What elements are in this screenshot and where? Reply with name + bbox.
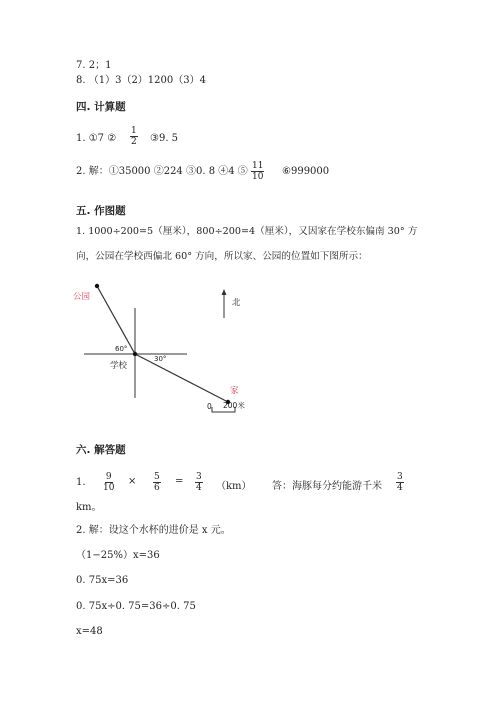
- fraction-numerator: 11: [252, 161, 264, 171]
- section-6-title: 六. 解答题: [76, 444, 126, 456]
- fraction-denominator: 10: [252, 172, 264, 182]
- answer-text: 答：海豚每分约能游千米: [272, 481, 382, 492]
- times-sign: ×: [128, 476, 137, 487]
- north-label: 北: [232, 298, 241, 308]
- unit-km: （km）: [216, 481, 252, 492]
- equation-step-3: 0. 75x÷0. 75=36÷0. 75: [76, 601, 196, 612]
- fraction-numerator: 1: [131, 126, 137, 136]
- equation-step-2: 0. 75x=36: [76, 575, 129, 586]
- answer-line-8: 8. （1）3（2）1200（3）4: [76, 75, 206, 86]
- park-point: [95, 284, 99, 288]
- fraction-9-10: [102, 472, 115, 493]
- section-5-title: 五. 作图题: [76, 205, 126, 217]
- drawing-paragraph-1: 1. 1000÷200=5（厘米），800÷200=4（厘米），又因家在学校东偏南 30° 方: [76, 226, 418, 237]
- answer-line-7: 7. 2；1: [76, 60, 112, 71]
- equation-step-1: （1−25%）x=36: [76, 550, 160, 561]
- drawing-paragraph-2: 向，公园在学校西偏北 60° 方向，所以家、公园的位置如下图所示：: [76, 251, 368, 262]
- fraction-denominator: 6: [154, 483, 160, 493]
- equation-step-4: x=48: [76, 626, 103, 637]
- km-line: km。: [76, 502, 102, 513]
- fraction-numerator: 9: [105, 472, 112, 482]
- fraction-denominator: 4: [397, 483, 403, 493]
- fraction-denominator: 4: [196, 483, 202, 493]
- school-to-home-line: [135, 354, 228, 402]
- park-label: 公园: [73, 292, 91, 302]
- calc-q2-suffix: ⑥999000: [282, 166, 330, 177]
- angle-60-label: 60°: [115, 345, 128, 353]
- fraction-3-4: [195, 472, 203, 493]
- fraction-5-6: [153, 472, 161, 493]
- scale-distance-label: 200米: [223, 401, 245, 410]
- fraction-denominator: 2: [131, 137, 137, 147]
- fraction-numerator: 3: [397, 472, 403, 482]
- equals-sign: =: [175, 476, 184, 487]
- fraction-numerator: 5: [154, 472, 160, 482]
- school-label: 学校: [110, 361, 128, 371]
- calc-q1-prefix: 1. ①7 ②: [76, 133, 117, 144]
- angle-30-label: 30°: [154, 355, 167, 363]
- home-label: 家: [230, 386, 239, 396]
- fraction-3-4-answer: [396, 472, 404, 493]
- fraction-denominator: 10: [103, 483, 115, 493]
- school-to-park-line: [97, 286, 135, 354]
- north-arrow-head: [222, 289, 227, 295]
- scale-zero-label: 0: [207, 402, 212, 411]
- problem-2-intro: 2. 解：设这个水杯的进价是 x 元。: [76, 525, 231, 536]
- section-4-title: 四. 计算题: [76, 101, 126, 113]
- fraction-numerator: 3: [196, 472, 202, 482]
- calc-q1-suffix: ③9. 5: [150, 133, 179, 144]
- problem-1-number: 1.: [76, 477, 86, 488]
- school-point: [133, 352, 137, 356]
- calc-q2-text: 2. 解：①35000 ②224 ③0. 8 ④4 ⑤: [76, 166, 248, 177]
